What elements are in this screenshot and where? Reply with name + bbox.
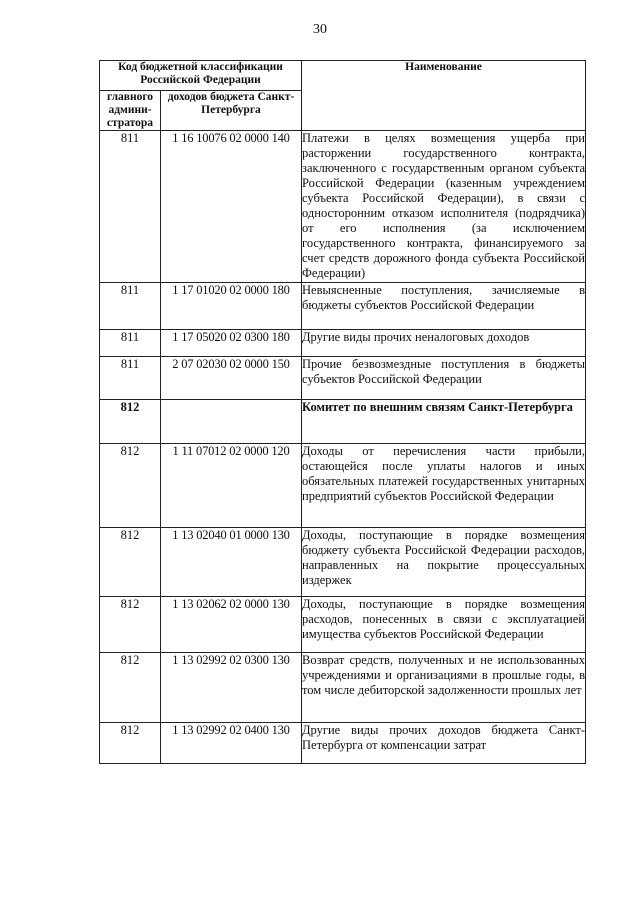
- table-row: [100, 330, 586, 357]
- revenue-code-cell: 1 17 01020 02 0000 180: [161, 283, 302, 330]
- revenue-name-cell: Доходы, поступающие в порядке возмещения расходов, понесенных в связи с эксплуатацией имущества субъектов Российской Федерации: [302, 597, 586, 653]
- revenue-name-cell: Доходы от перечисления части прибыли, остающейся после уплаты налогов и иных обязательных платежей государственных унитарных предприятий субъектов Российской Федерации: [302, 444, 586, 528]
- table-row: [100, 528, 586, 597]
- admin-code-cell: 812: [100, 400, 161, 444]
- revenue-name-cell: Другие виды прочих доходов бюджета Санкт-Петербурга от компенсации затрат: [302, 723, 586, 764]
- agency-row: [100, 400, 586, 444]
- revenue-name-cell: Другие виды прочих неналоговых доходов: [302, 330, 586, 357]
- revenue-code-cell: 1 11 07012 02 0000 120: [161, 444, 302, 528]
- revenue-code-cell: 1 13 02992 02 0300 130: [161, 653, 302, 723]
- revenue-name-cell: Возврат средств, полученных и не использованных учреждениями и организациями в прошлые годы, в том числе дебиторской задолженности прошлых лет: [302, 653, 586, 723]
- revenue-name-cell: Прочие безвозмездные поступления в бюджеты субъектов Российской Федерации: [302, 357, 586, 400]
- admin-code-cell: 812: [100, 444, 161, 528]
- admin-code-cell: 812: [100, 653, 161, 723]
- admin-code-cell: 812: [100, 723, 161, 764]
- budget-classification-table: [99, 60, 586, 764]
- name-column-header: Наименование: [302, 61, 586, 131]
- revenue-code-cell: 1 16 10076 02 0000 140: [161, 131, 302, 283]
- revenue-code-cell: 1 13 02062 02 0000 130: [161, 597, 302, 653]
- revenue-name-cell: Невыясненные поступления, зачисляемые в бюджеты субъектов Российской Федерации: [302, 283, 586, 330]
- admin-code-cell: 812: [100, 528, 161, 597]
- revenue-code-cell: 2 07 02030 02 0000 150: [161, 357, 302, 400]
- revenue-code-cell: 1 13 02040 01 0000 130: [161, 528, 302, 597]
- admin-column-header: главного админи-стратора: [100, 91, 161, 131]
- admin-code-cell: 811: [100, 283, 161, 330]
- table-row: [100, 357, 586, 400]
- revenue-code-cell: 1 17 05020 02 0300 180: [161, 330, 302, 357]
- revenue-code-cell: 1 13 02992 02 0400 130: [161, 723, 302, 764]
- table-row: [100, 444, 586, 528]
- table-row: [100, 283, 586, 330]
- revenue-code-cell: [161, 400, 302, 444]
- table-row: [100, 723, 586, 764]
- agency-name-cell: Комитет по внешним связям Санкт-Петербурга: [302, 400, 586, 444]
- admin-code-cell: 811: [100, 330, 161, 357]
- table-row: [100, 597, 586, 653]
- classification-code-header: Код бюджетной классификации Российской Федерации: [100, 61, 302, 91]
- table-row: [100, 131, 586, 283]
- table-row: [100, 653, 586, 723]
- admin-code-cell: 811: [100, 131, 161, 283]
- page-number: 30: [313, 22, 327, 37]
- table-header-row: [100, 61, 586, 91]
- admin-code-cell: 811: [100, 357, 161, 400]
- revenue-column-header: доходов бюджета Санкт-Петербурга: [161, 91, 302, 131]
- revenue-name-cell: Доходы, поступающие в порядке возмещения бюджету субъекта Российской Федерации расходов, направленных на покрытие процессуальных издержек: [302, 528, 586, 597]
- admin-code-cell: 812: [100, 597, 161, 653]
- revenue-name-cell: Платежи в целях возмещения ущерба при расторжении государственного контракта, заключенного с государственным органом субъекта Российской Федерации (казенным учреждением субъекта Российской Федерации), в связи с односторонним отказом исполнителя (подрядчика) от его исполнения (за исключением государственного контракта, финансируемого за счет средств дорожного фонда субъекта Российской Федерации): [302, 131, 586, 283]
